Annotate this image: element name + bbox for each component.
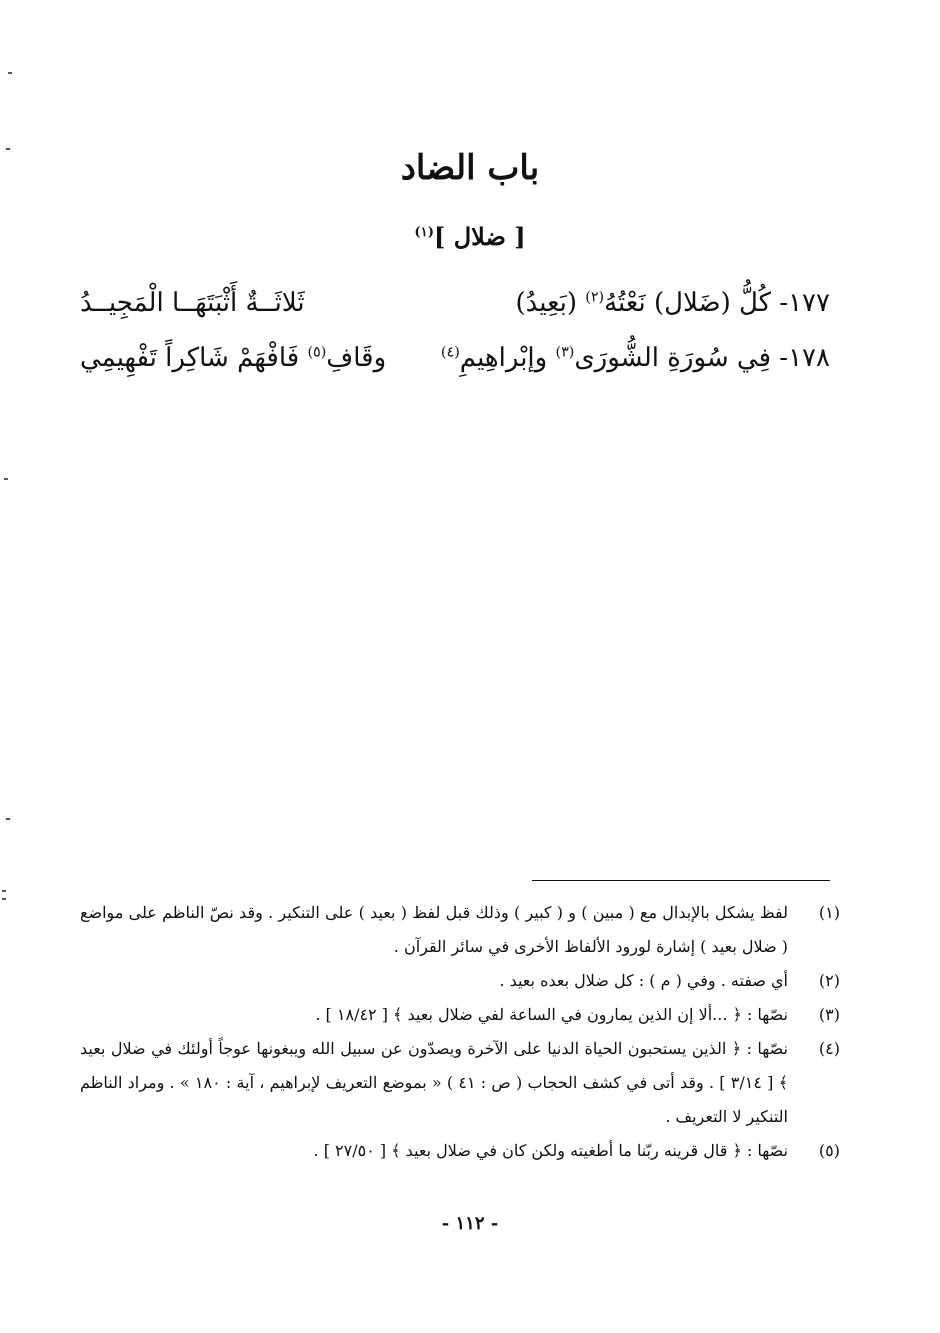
entry-word: [ ضلال ] bbox=[434, 222, 526, 251]
scan-speck bbox=[2, 898, 6, 900]
footnote-ref: (٢) bbox=[585, 289, 605, 306]
footnote-number: (٣) bbox=[818, 1005, 840, 1024]
verse-text: ١٧٨- فِي سُورَةِ الشُّورَى bbox=[574, 343, 830, 373]
page-number: - ١١٢ - bbox=[441, 1213, 499, 1234]
footnote-ref: (٥) bbox=[307, 344, 327, 361]
footnote-number: (٢) bbox=[818, 971, 840, 990]
scan-speck bbox=[2, 890, 6, 892]
scan-speck bbox=[6, 818, 10, 820]
footnote bbox=[80, 1032, 840, 1134]
scan-speck bbox=[4, 478, 8, 480]
footnote-ref: (٤) bbox=[440, 344, 460, 361]
footnote-separator bbox=[532, 880, 830, 881]
verse-text: ١٧٧- كُلُّ (ضَلال) نَعْتُهُ bbox=[604, 288, 830, 318]
verse-first-hemistich bbox=[441, 343, 830, 373]
footnotes bbox=[80, 896, 840, 1168]
verse-text: وإبْراهِيمِ bbox=[459, 343, 556, 373]
scan-speck bbox=[6, 148, 10, 150]
footnote bbox=[80, 998, 840, 1032]
footnote-ref: (١) bbox=[414, 225, 435, 240]
footnote bbox=[80, 1134, 840, 1168]
verse-line bbox=[80, 288, 830, 318]
verse-line bbox=[80, 343, 830, 373]
chapter-title: باب الضاد bbox=[400, 148, 540, 188]
footnote-number: (١) bbox=[818, 903, 840, 922]
footnote-number: (٥) bbox=[818, 1141, 840, 1160]
footnote-text: لفظ يشكل بالإبدال مع ( مبين ) و ( كبير ) وذلك قبل لفظ ( بعيد ) على التنكير . وقد نصّ الناظم على مواضع ( ضلال بعيد ) إشارة لورود الألفاظ الأخرى في سائر القرآن . bbox=[80, 903, 788, 956]
verse-text: وقَافِ bbox=[326, 343, 387, 373]
verse-second-hemistich: ثَلاثَــةٌ أَثْبَتَهَــا الْمَجِيــدُ bbox=[80, 288, 305, 318]
footnote-text: نصّها : ﴿ ...ألا إن الذين يمارون في الساعة لفي ضلال بعيد ﴾ [ ١٨/٤٢ ] . bbox=[315, 1005, 788, 1024]
entry-heading bbox=[0, 222, 940, 251]
verse-second-hemistich bbox=[80, 343, 441, 373]
footnote-number: (٤) bbox=[818, 1039, 840, 1058]
verse-text: (بَعِيدُ) bbox=[515, 288, 586, 318]
footnote-text: نصّها : ﴿ الذين يستحبون الحياة الدنيا على الآخرة ويصدّون عن سبيل الله ويبغونها عوجاً أولئك في ضلال بعيد ﴾ [ ٣/١٤ ] . وقد أتى في كشف الحجاب ( ص : ٤١ ) « بموضع التعريف لإبراهيم ، آية : ١٨٠ » . ومراد الناظم التنكير لا التعريف . bbox=[80, 1039, 789, 1126]
footnote-text: نصّها : ﴿ قال قرينه ربّنا ما أطغيته ولكن كان في ضلال بعيد ﴾ [ ٢٧/٥٠ ] . bbox=[313, 1141, 788, 1160]
scan-speck bbox=[8, 72, 12, 74]
footnote-ref: (٣) bbox=[555, 344, 575, 361]
verse-first-hemistich bbox=[515, 288, 830, 318]
footnote bbox=[80, 896, 840, 964]
verse-text: فَافْهَمْ شَاكِراً تَفْهِيمِي bbox=[80, 343, 308, 373]
footnote-text: أي صفته . وفي ( م ) : كل ضلال بعده بعيد . bbox=[499, 971, 788, 990]
footnote bbox=[80, 964, 840, 998]
